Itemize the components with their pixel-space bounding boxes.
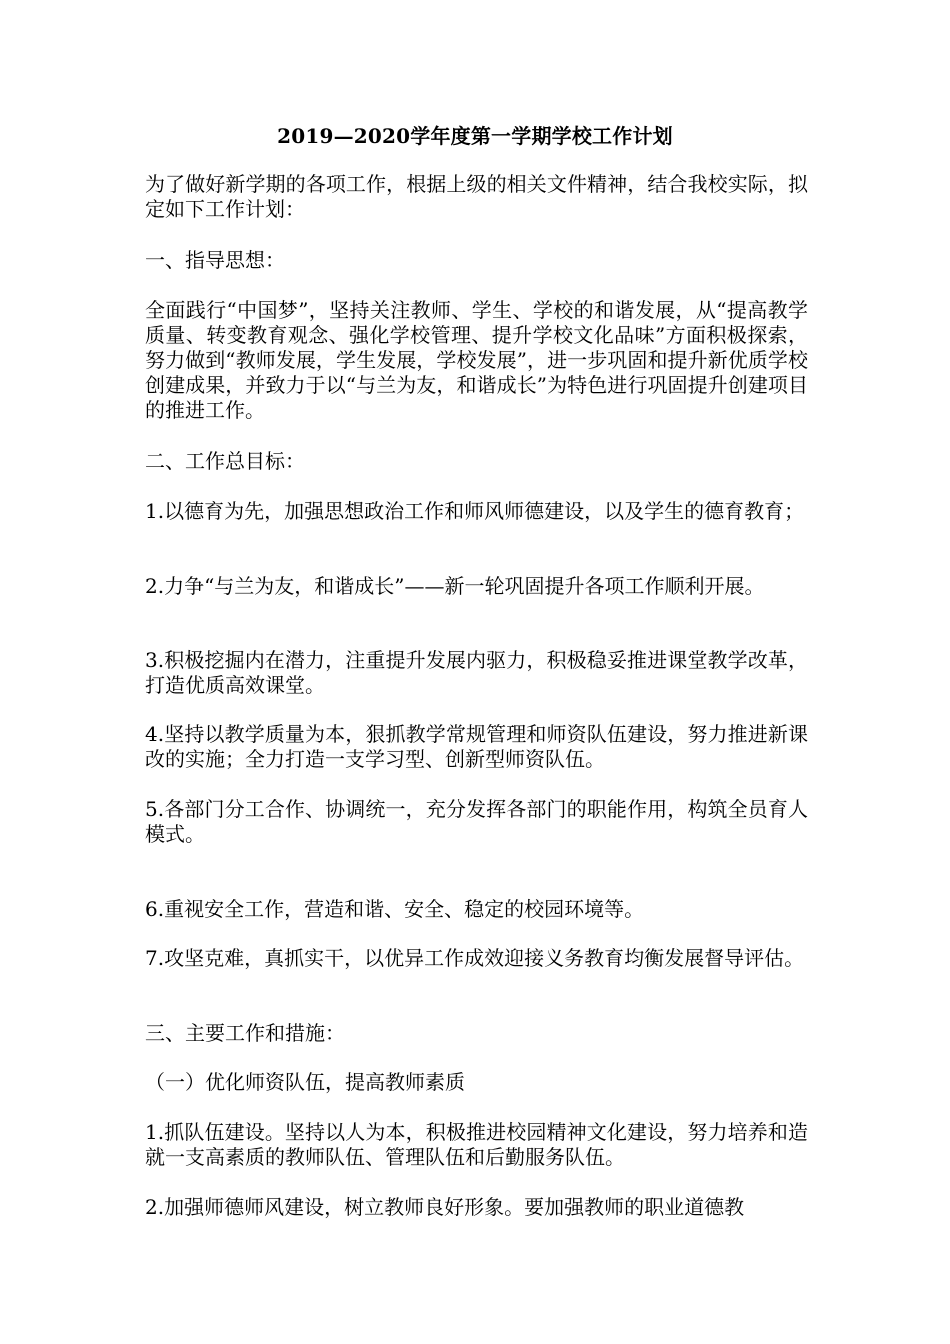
section-1-body: 全面践行“中国梦”，坚持关注教师、学生、学校的和谐发展，从“提高教学质量、转变教育观念、强化学校管理、提升学校文化品味”方面积极探索，努力做到“教师发展，学生发展，学校发展”，进一步巩固和提升新优质学校创建成果，并致力于以“与兰为友，和谐成长”为特色进行巩固提升创建项目的推进工作。 [145,298,808,422]
document-title: 2019—2020学年度第一学期学校工作计划 [277,124,673,148]
goal-item-2: 2.力争“与兰为友，和谐成长”——新一轮巩固提升各项工作顺利开展。 [145,574,765,598]
goal-item-3: 3.积极挖掘内在潜力，注重提升发展内驱力，积极稳妥推进课堂教学改革，打造优质高效课堂。 [145,648,808,697]
goal-item-1: 1.以德育为先，加强思想政治工作和师风师德建设，以及学生的德育教育； [145,499,805,523]
section-2-heading: 二、工作总目标： [145,449,305,473]
intro-paragraph: 为了做好新学期的各项工作，根据上级的相关文件精神，结合我校实际，拟定如下工作计划： [145,172,808,221]
section-3-heading: 三、主要工作和措施： [145,1021,345,1045]
section-3-subheading: （一）优化师资队伍，提高教师素质 [145,1070,465,1094]
goal-item-4: 4.坚持以教学质量为本，狠抓教学常规管理和师资队伍建设，努力推进新课改的实施；全力打造一支学习型、创新型师资队伍。 [145,722,808,771]
measure-item-1: 1.抓队伍建设。坚持以人为本，积极推进校园精神文化建设，努力培养和造就一支高素质的教师队伍、管理队伍和后勤服务队伍。 [145,1120,808,1169]
goal-item-6: 6.重视安全工作，营造和谐、安全、稳定的校园环境等。 [145,897,645,921]
goal-item-7: 7.攻坚克难，真抓实干，以优异工作成效迎接义务教育均衡发展督导评估。 [145,946,805,970]
section-1-heading: 一、指导思想： [145,248,285,272]
goal-item-5: 5.各部门分工合作、协调统一，充分发挥各部门的职能作用，构筑全员育人模式。 [145,797,808,846]
measure-item-2: 2.加强师德师风建设，树立教师良好形象。要加强教师的职业道德教 [145,1195,745,1219]
